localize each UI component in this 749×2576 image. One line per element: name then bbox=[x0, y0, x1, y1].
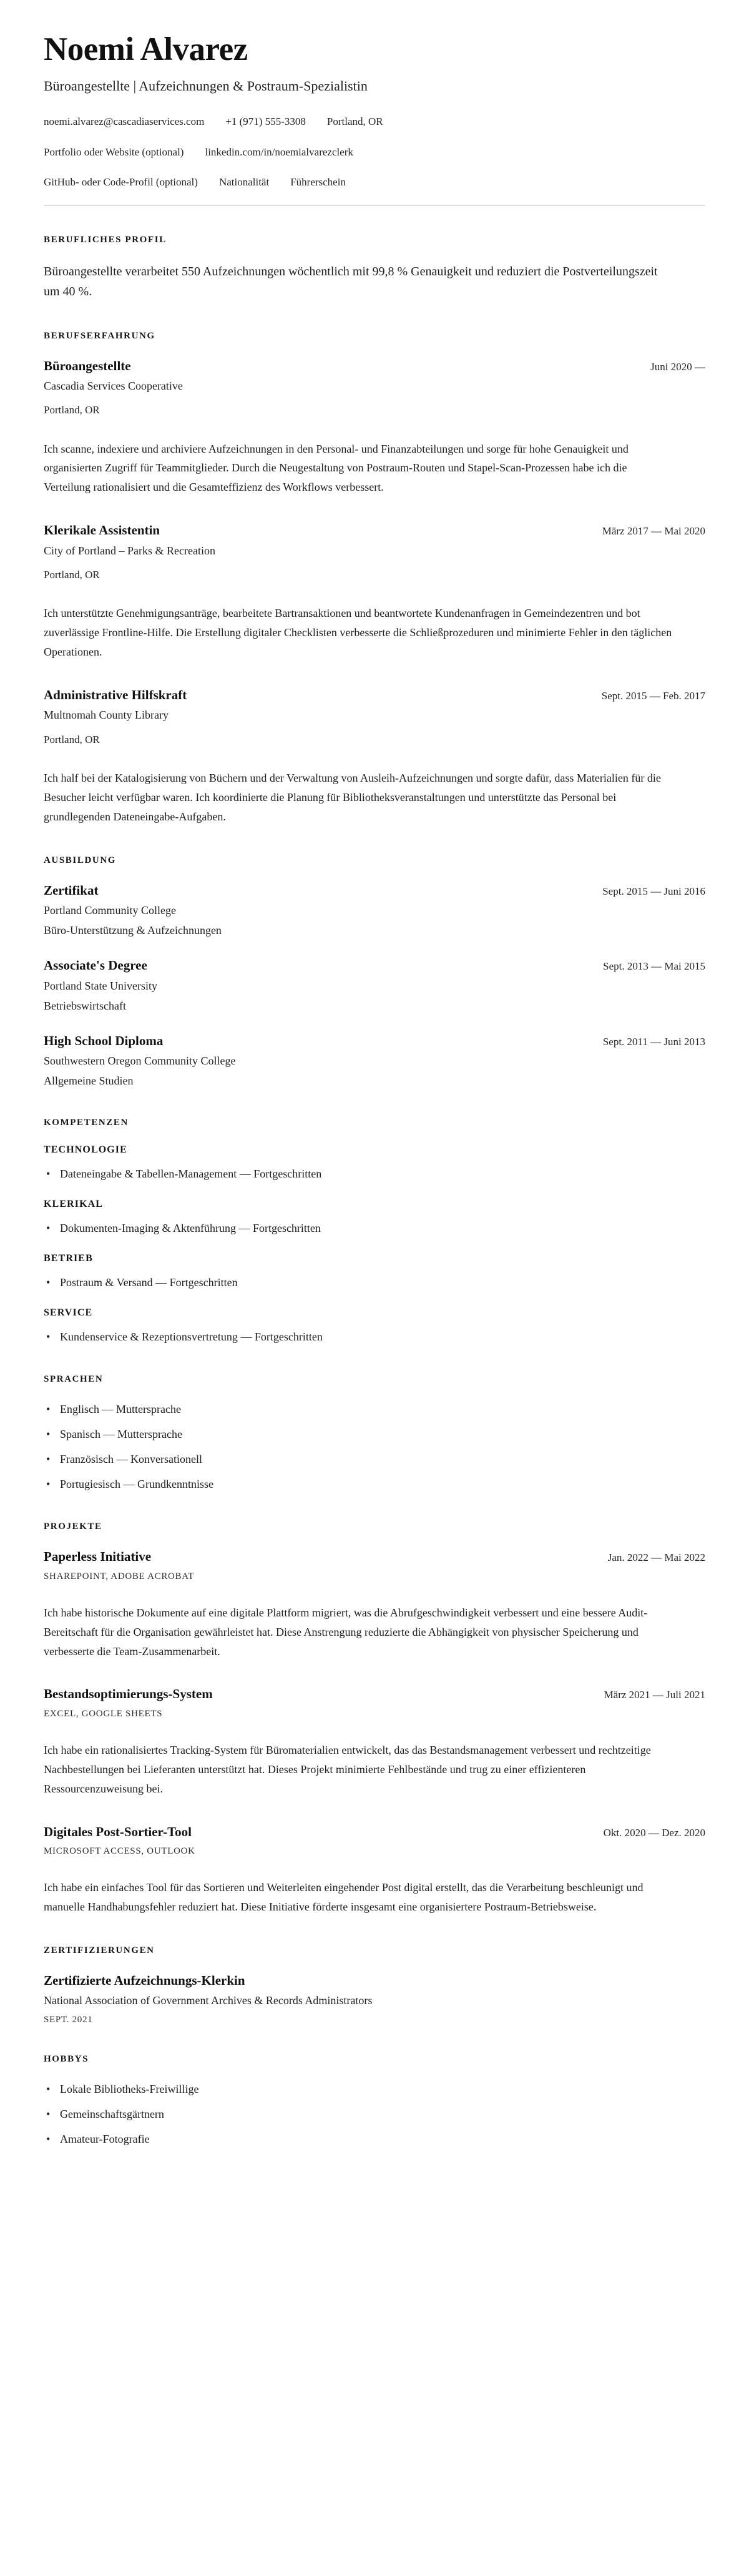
education-entry bbox=[44, 1033, 705, 1089]
skill-group bbox=[44, 1307, 705, 1345]
project-name: Paperless Initiative bbox=[44, 1549, 152, 1565]
language-item: • Spanisch — Muttersprache bbox=[44, 1426, 705, 1443]
project-name: Digitales Post-Sortier-Tool bbox=[44, 1824, 192, 1839]
experience-location: Portland, OR bbox=[44, 403, 100, 416]
skill-group-title: TECHNOLOGIE bbox=[44, 1144, 127, 1156]
skill-group bbox=[44, 1144, 705, 1182]
project-description: Ich habe ein rationalisiertes Tracking-System für Büromaterialien entwickelt, das das Bestandsmanagement verbessert und rechtzeitige Nachbestellungen bei Lieferanten unterstützt hat. Dieses Projekt minimierte Fehlbestände und trug zu einer effizienteren Ressourcenzuweisung bei. bbox=[44, 1743, 651, 1795]
section-title-summary: BERUFLICHES PROFIL bbox=[44, 234, 167, 245]
header-divider bbox=[44, 205, 705, 206]
education-degree: High School Diploma bbox=[44, 1033, 164, 1048]
project-description: Ich habe ein einfaches Tool für das Sortieren und Weiterleiten eingehender Post digital erstellt, das die Verarbeitung beschleunigt und manuelle Handhabungsfehler reduziert hat. Diese Initiative förderte insgesamt eine organisiertere Postraum-Betriebsweise. bbox=[44, 1880, 644, 1913]
project-date-range: März 2021 — Juli 2021 bbox=[604, 1689, 705, 1701]
certification-date: SEPT. 2021 bbox=[44, 2015, 93, 2025]
project-entry bbox=[44, 1824, 705, 1917]
experience-description: Ich unterstützte Genehmigungsanträge, bearbeitete Bartransaktionen und beantwortete Kundenanfragen in Gemeindezentren und bot zuverlässige Frontline-Hilfe. Die Erstellung digitaler Checklisten verbesserte die Schließprozeduren und minimierte Fehler in den täglichen Operationen. bbox=[44, 607, 672, 659]
contact-row-extra bbox=[44, 174, 705, 190]
education-field: Betriebswirtschaft bbox=[44, 999, 126, 1012]
experience-date-range: Juni 2020 — bbox=[650, 360, 705, 373]
section-skills bbox=[44, 1118, 705, 1345]
contact-portfolio[interactable]: Portfolio oder Website (optional) bbox=[44, 145, 184, 158]
education-degree: Associate's Degree bbox=[44, 958, 147, 973]
project-entry-head bbox=[44, 1548, 705, 1565]
resume-header bbox=[44, 32, 705, 206]
section-hobbies bbox=[44, 2054, 705, 2148]
contact-linkedin[interactable]: linkedin.com/in/noemialvarezclerk bbox=[205, 145, 353, 158]
summary-text: Büroangestellte verarbeitet 550 Aufzeichnungen wöchentlich mit 99,8 % Genauigkeit und reduziert die Postverteilungszeit um 40 %. bbox=[44, 264, 658, 299]
hobby-item: • Amateur-Fotografie bbox=[44, 2131, 705, 2148]
certification-entry bbox=[44, 1972, 705, 2025]
experience-job-title: Klerikale Assistentin bbox=[44, 523, 160, 538]
skill-list bbox=[44, 1329, 705, 1345]
skill-group bbox=[44, 1199, 705, 1237]
skill-list bbox=[44, 1220, 705, 1237]
education-entry-head bbox=[44, 957, 705, 973]
language-list bbox=[44, 1401, 705, 1493]
education-school: Portland State University bbox=[44, 979, 157, 992]
project-entry-head bbox=[44, 1686, 705, 1702]
education-field: Büro-Unterstützung & Aufzeichnungen bbox=[44, 924, 222, 937]
section-title-skills: KOMPETENZEN bbox=[44, 1118, 129, 1128]
education-entry bbox=[44, 882, 705, 938]
project-tech-stack: SHAREPOINT, ADOBE ACROBAT bbox=[44, 1571, 194, 1581]
education-school: Southwestern Oregon Community College bbox=[44, 1054, 236, 1068]
skill-group-title: SERVICE bbox=[44, 1307, 93, 1319]
experience-description: Ich scanne, indexiere und archiviere Aufzeichnungen in den Personal- und Finanzabteilungen und sorge für hohe Genauigkeit und organisierten Zugriff für Teammitglieder. Durch die Neugestaltung von Postraum-Routen und Stapel-Scan-Prozessen habe ich die Verteilung rationalisiert und die Gesamteffizienz des Workflows verbessert. bbox=[44, 442, 629, 494]
experience-entry bbox=[44, 687, 705, 827]
skill-item: • Kundenservice & Rezeptionsvertretung — Fortgeschritten bbox=[44, 1329, 705, 1345]
education-entry-head bbox=[44, 1033, 705, 1049]
contact-email[interactable]: noemi.alvarez@cascadiaservices.com bbox=[44, 116, 205, 128]
experience-entry-head bbox=[44, 358, 705, 374]
section-title-education: AUSBILDUNG bbox=[44, 855, 117, 866]
section-title-projects: PROJEKTE bbox=[44, 1522, 102, 1532]
skill-group-title: BETRIEB bbox=[44, 1253, 93, 1264]
hobby-item: • Lokale Bibliotheks-Freiwillige bbox=[44, 2081, 705, 2098]
certification-issuer: National Association of Government Archives & Records Administrators bbox=[44, 1993, 373, 2007]
section-title-hobbies: HOBBYS bbox=[44, 2054, 89, 2065]
language-item: • Portugiesisch — Grundkenntnisse bbox=[44, 1476, 705, 1493]
education-field: Allgemeine Studien bbox=[44, 1074, 134, 1088]
contact-drivers-license: Führerschein bbox=[290, 176, 346, 189]
section-projects bbox=[44, 1522, 705, 1916]
skill-item: • Dateneingabe & Tabellen-Management — Fortgeschritten bbox=[44, 1166, 705, 1182]
education-date-range: Sept. 2011 — Juni 2013 bbox=[602, 1035, 705, 1048]
certification-name: Zertifizierte Aufzeichnungs-Klerkin bbox=[44, 1972, 245, 1988]
candidate-name: Noemi Alvarez bbox=[44, 31, 248, 67]
section-title-certifications: ZERTIFIZIERUNGEN bbox=[44, 1945, 155, 1955]
skill-list bbox=[44, 1166, 705, 1182]
experience-organization: Multnomah County Library bbox=[44, 709, 169, 722]
experience-entry-head bbox=[44, 687, 705, 703]
section-experience bbox=[44, 331, 705, 827]
section-title-experience: BERUFSERFAHRUNG bbox=[44, 330, 155, 341]
contact-row-primary bbox=[44, 114, 705, 130]
education-entry-head bbox=[44, 882, 705, 898]
project-description: Ich habe historische Dokumente auf eine digitale Plattform migriert, was die Abrufgeschwindigkeit verbessert und eine bessere Audit-Bereitschaft für die Organisation gewährleistet hat. Diese Anstrengung reduzierte die Abhängigkeit von physischer Speicherung und verbesserte die Team-Zusammenarbeit. bbox=[44, 1606, 648, 1658]
experience-organization: City of Portland – Parks & Recreation bbox=[44, 544, 215, 557]
hobby-item: • Gemeinschaftsgärtnern bbox=[44, 2106, 705, 2123]
education-entry bbox=[44, 957, 705, 1013]
skill-item: • Dokumenten-Imaging & Aktenführung — Fortgeschritten bbox=[44, 1220, 705, 1237]
language-item: • Englisch — Muttersprache bbox=[44, 1401, 705, 1418]
skill-item: • Postraum & Versand — Fortgeschritten bbox=[44, 1274, 705, 1291]
experience-location: Portland, OR bbox=[44, 568, 100, 581]
language-item: • Französisch — Konversationell bbox=[44, 1451, 705, 1468]
project-tech-stack: EXCEL, GOOGLE SHEETS bbox=[44, 1708, 163, 1719]
experience-entry bbox=[44, 522, 705, 662]
project-tech-stack: MICROSOFT ACCESS, OUTLOOK bbox=[44, 1846, 195, 1856]
education-degree: Zertifikat bbox=[44, 883, 99, 898]
experience-entry-head bbox=[44, 522, 705, 538]
experience-job-title: Administrative Hilfskraft bbox=[44, 687, 187, 703]
contact-github[interactable]: GitHub- oder Code-Profil (optional) bbox=[44, 176, 198, 189]
experience-description: Ich half bei der Katalogisierung von Büchern und der Verwaltung von Ausleih-Aufzeichnungen und sorgte dafür, dass Materialien für die Besucher leicht verfügbar waren. Ich koordinierte die Planung für Bibliotheksveranstaltungen und unterstützte das Personal bei grundlegenden Dateneingabe-Aufgaben. bbox=[44, 772, 661, 823]
project-entry bbox=[44, 1686, 705, 1798]
project-date-range: Okt. 2020 — Dez. 2020 bbox=[603, 1826, 705, 1839]
section-education bbox=[44, 855, 705, 1089]
contact-row-web bbox=[44, 144, 705, 160]
project-name: Bestandsoptimierungs-System bbox=[44, 1686, 213, 1702]
education-date-range: Sept. 2015 — Juni 2016 bbox=[602, 885, 705, 898]
hobby-list bbox=[44, 2081, 705, 2148]
experience-location: Portland, OR bbox=[44, 733, 100, 745]
experience-date-range: Sept. 2015 — Feb. 2017 bbox=[601, 690, 705, 702]
project-entry bbox=[44, 1548, 705, 1661]
contact-nationality: Nationalität bbox=[218, 176, 270, 189]
section-languages bbox=[44, 1374, 705, 1493]
skill-group bbox=[44, 1253, 705, 1291]
experience-organization: Cascadia Services Cooperative bbox=[44, 379, 183, 392]
experience-date-range: März 2017 — Mai 2020 bbox=[602, 525, 705, 538]
education-date-range: Sept. 2013 — Mai 2015 bbox=[603, 960, 705, 973]
skill-list bbox=[44, 1274, 705, 1291]
experience-job-title: Büroangestellte bbox=[44, 358, 131, 373]
skill-group-title: KLERIKAL bbox=[44, 1199, 104, 1210]
experience-entry bbox=[44, 358, 705, 498]
education-school: Portland Community College bbox=[44, 904, 176, 917]
section-certifications bbox=[44, 1945, 705, 2025]
contact-phone[interactable]: +1 (971) 555-3308 bbox=[225, 116, 306, 128]
contact-location: Portland, OR bbox=[326, 116, 383, 128]
section-summary bbox=[44, 235, 705, 302]
project-entry-head bbox=[44, 1824, 705, 1840]
section-title-languages: SPRACHEN bbox=[44, 1374, 104, 1385]
candidate-headline: Büroangestellte | Aufzeichnungen & Postraum-Spezialistin bbox=[44, 77, 368, 94]
project-date-range: Jan. 2022 — Mai 2022 bbox=[607, 1551, 705, 1564]
